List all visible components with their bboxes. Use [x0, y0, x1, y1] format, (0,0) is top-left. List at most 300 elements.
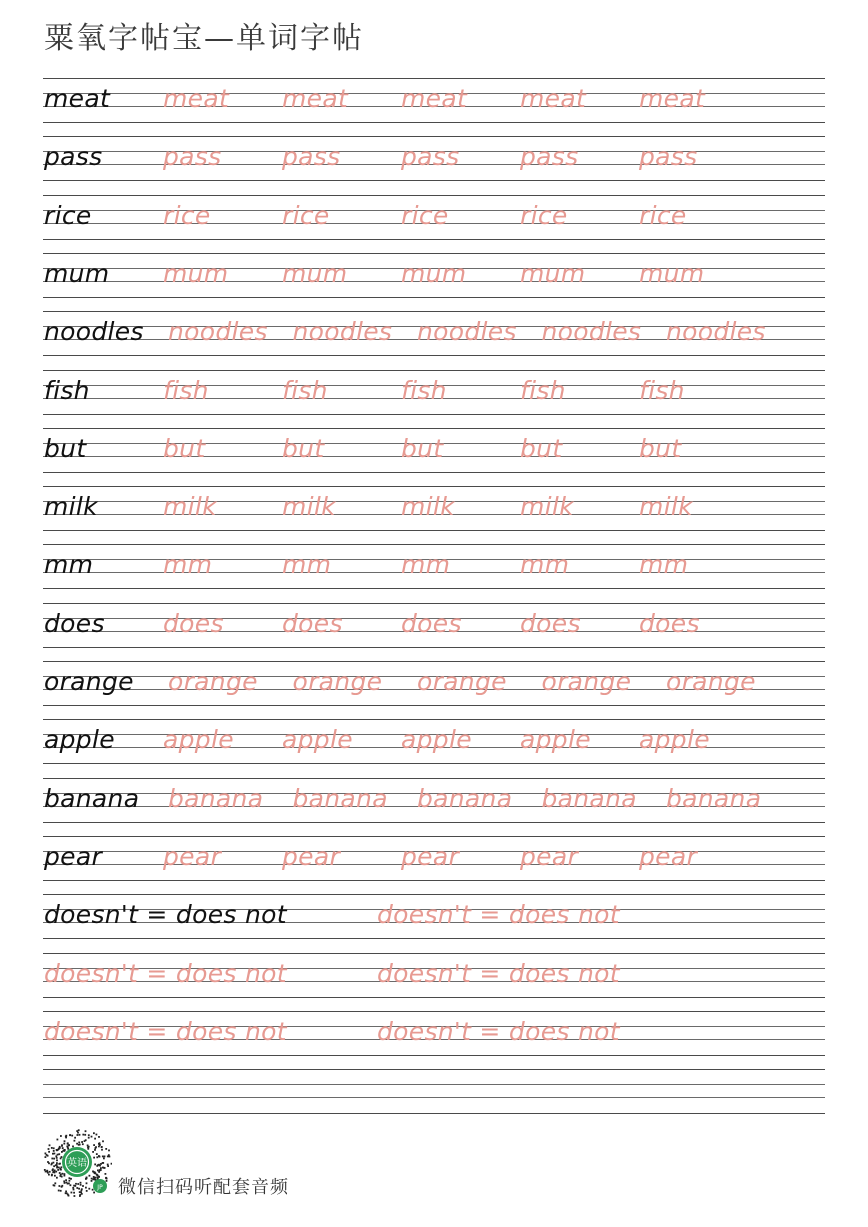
qr-dot	[81, 1190, 83, 1192]
qr-dot	[73, 1192, 75, 1194]
ruled-line	[43, 239, 825, 240]
qr-dot	[102, 1162, 104, 1164]
practice-row	[0, 78, 868, 136]
trace-word: banana	[292, 783, 388, 813]
qr-dot	[86, 1190, 88, 1192]
model-word: banana	[44, 783, 140, 813]
practice-row	[0, 195, 868, 253]
qr-dot	[74, 1195, 76, 1197]
model-word: noodles	[44, 317, 144, 347]
ruled-line	[43, 195, 825, 196]
trace-word: doesn't = does not	[377, 900, 620, 930]
qr-dot	[56, 1162, 58, 1164]
qr-dot	[81, 1141, 83, 1143]
qr-dot	[93, 1132, 95, 1134]
practice-row	[0, 1069, 868, 1127]
qr-dot	[53, 1147, 55, 1149]
qr-dot	[61, 1151, 63, 1153]
qr-dot	[62, 1147, 64, 1149]
model-word: mum	[44, 258, 110, 288]
trace-word: apple	[401, 725, 472, 755]
trace-word: pear	[401, 841, 460, 871]
qr-dot	[63, 1143, 65, 1145]
trace-word: does	[282, 608, 343, 638]
qr-dot	[65, 1179, 67, 1181]
qr-dot	[72, 1187, 74, 1189]
qr-dot	[89, 1175, 91, 1177]
ruled-line	[43, 136, 825, 137]
qr-dot	[48, 1174, 50, 1176]
trace-word: noodles	[168, 317, 268, 347]
trace-word: pass	[282, 142, 341, 172]
qr-dot	[85, 1130, 87, 1132]
trace-word: rice	[282, 200, 330, 230]
trace-word: does	[520, 608, 581, 638]
qr-dot	[100, 1167, 102, 1169]
trace-word: mum	[282, 258, 348, 288]
trace-word: doesn't = does not	[377, 958, 620, 988]
trace-word: mm	[520, 550, 570, 580]
ruled-line	[43, 880, 825, 881]
trace-word: apple	[639, 725, 710, 755]
trace-word: milk	[401, 492, 455, 522]
qr-dot	[57, 1169, 59, 1171]
trace-word: but	[639, 433, 682, 463]
qr-dot	[51, 1164, 53, 1166]
qr-dot	[78, 1142, 80, 1144]
model-word: does	[44, 608, 105, 638]
qr-dot	[99, 1165, 101, 1167]
qr-dot	[91, 1136, 93, 1138]
trace-word: mum	[163, 258, 229, 288]
qr-dot	[103, 1158, 105, 1160]
qr-dot	[104, 1156, 106, 1158]
qr-dot	[78, 1188, 80, 1190]
qr-dot	[81, 1193, 83, 1195]
ruled-line	[43, 355, 825, 356]
qr-dot	[108, 1150, 110, 1152]
qr-dot	[101, 1149, 103, 1151]
ruled-line	[43, 997, 825, 998]
qr-dot	[88, 1134, 90, 1136]
model-word: meat	[44, 84, 111, 113]
qr-dot	[56, 1159, 58, 1161]
qr-dot	[69, 1177, 71, 1179]
trace-word: doesn't = does not	[44, 1016, 287, 1046]
qr-dot	[82, 1134, 84, 1136]
trace-word: fish	[163, 375, 209, 405]
ruled-line	[43, 311, 825, 312]
trace-word: milk	[520, 492, 574, 522]
qr-dot	[62, 1173, 64, 1175]
qr-dot	[68, 1145, 70, 1147]
qr-code	[42, 1127, 112, 1197]
qr-dot	[73, 1189, 75, 1191]
qr-dot	[53, 1171, 55, 1173]
trace-word: mum	[401, 258, 467, 288]
practice-row	[0, 719, 868, 777]
practice-row	[0, 836, 868, 894]
trace-word: noodles	[292, 317, 393, 347]
qr-dot	[61, 1145, 63, 1147]
qr-dot	[71, 1135, 73, 1137]
qr-corner-text: JP	[97, 1184, 103, 1191]
qr-dot	[64, 1140, 66, 1142]
ruled-line	[43, 1097, 825, 1098]
model-word: pass	[44, 142, 103, 172]
ruled-line	[43, 428, 825, 429]
model-word: but	[44, 433, 87, 463]
qr-dot	[86, 1182, 88, 1184]
ruled-line	[43, 1069, 825, 1070]
qr-dot	[101, 1146, 103, 1148]
qr-dot	[67, 1183, 69, 1185]
trace-word: apple	[520, 725, 591, 755]
qr-dot	[77, 1134, 79, 1136]
ruled-line	[43, 1055, 825, 1056]
trace-word: banana	[417, 783, 513, 813]
ruled-line	[43, 486, 825, 487]
ruled-line	[43, 822, 825, 823]
qr-dot	[88, 1137, 90, 1139]
ruled-line	[43, 719, 825, 720]
ruled-line	[43, 836, 825, 837]
trace-word: meat	[282, 84, 349, 113]
ruled-line	[43, 78, 825, 79]
trace-word: orange	[168, 667, 258, 696]
qr-dot	[93, 1157, 95, 1159]
qr-dot	[70, 1178, 72, 1180]
qr-dot	[99, 1142, 101, 1144]
trace-word: mm	[401, 550, 451, 580]
trace-word: mm	[639, 550, 689, 580]
trace-word: pear	[639, 841, 698, 871]
model-word: orange	[44, 667, 134, 696]
qr-dot	[94, 1164, 96, 1166]
trace-word: milk	[639, 492, 693, 522]
qr-dot	[71, 1192, 73, 1194]
qr-dot	[56, 1177, 58, 1179]
qr-dot	[57, 1149, 59, 1151]
qr-dot	[54, 1153, 56, 1155]
practice-row	[0, 778, 868, 836]
ruled-line	[43, 544, 825, 545]
qr-dot	[65, 1137, 67, 1139]
qr-dot	[63, 1180, 65, 1182]
qr-dot	[98, 1146, 100, 1148]
qr-dot	[105, 1173, 107, 1175]
qr-dot	[51, 1158, 53, 1160]
trace-word: does	[639, 608, 700, 638]
ruled-line	[43, 603, 825, 604]
model-word: doesn't = does not	[44, 900, 287, 930]
qr-dot	[67, 1143, 69, 1145]
qr-dot	[92, 1151, 94, 1153]
qr-dot	[64, 1149, 66, 1151]
qr-dot	[45, 1171, 47, 1173]
ruled-line	[43, 588, 825, 589]
qr-dot	[96, 1176, 98, 1178]
qr-dot	[96, 1156, 98, 1158]
qr-dot	[59, 1185, 61, 1187]
ruled-line	[43, 1011, 825, 1012]
ruled-line	[43, 180, 825, 181]
trace-word: meat	[401, 84, 468, 113]
qr-dot	[107, 1165, 109, 1167]
qr-dot	[79, 1194, 81, 1196]
trace-word: milk	[282, 492, 336, 522]
qr-dot	[102, 1140, 104, 1142]
trace-word: pass	[401, 142, 460, 172]
qr-dot	[96, 1153, 98, 1155]
trace-word: orange	[292, 667, 383, 696]
qr-dot	[77, 1132, 79, 1134]
ruled-line	[43, 953, 825, 954]
qr-dot	[94, 1149, 96, 1151]
practice-row	[0, 428, 868, 486]
trace-word: fish	[282, 375, 328, 405]
qr-dot	[92, 1189, 94, 1191]
qr-dot	[76, 1187, 78, 1189]
trace-word: rice	[401, 200, 449, 230]
trace-word: doesn't = does not	[377, 1016, 620, 1046]
qr-dot	[74, 1137, 76, 1139]
model-word: fish	[44, 375, 90, 405]
qr-dot	[80, 1184, 82, 1186]
practice-row	[0, 486, 868, 544]
ruled-line	[43, 763, 825, 764]
qr-dot	[94, 1138, 96, 1140]
qr-dot	[82, 1185, 84, 1187]
trace-word: fish	[639, 375, 685, 405]
trace-word: rice	[520, 200, 568, 230]
qr-dot	[49, 1144, 51, 1146]
qr-dot	[102, 1156, 104, 1158]
practice-row	[0, 894, 868, 952]
ruled-line	[43, 647, 825, 648]
practice-row	[0, 544, 868, 602]
trace-word: rice	[163, 200, 211, 230]
ruled-line	[43, 894, 825, 895]
trace-word: pass	[520, 142, 579, 172]
qr-dot	[45, 1156, 47, 1158]
qr-dot	[57, 1139, 59, 1141]
qr-dot	[104, 1167, 106, 1169]
trace-word: does	[163, 608, 224, 638]
trace-word: doesn't = does not	[44, 958, 287, 988]
model-word: milk	[44, 492, 98, 522]
trace-word: does	[401, 608, 462, 638]
qr-dot	[56, 1157, 58, 1159]
qr-dot	[98, 1171, 100, 1173]
ruled-line	[43, 705, 825, 706]
qr-dot	[79, 1134, 81, 1136]
practice-row	[0, 953, 868, 1011]
qr-dot	[60, 1190, 62, 1192]
qr-dot	[108, 1154, 110, 1156]
qr-dot	[93, 1192, 95, 1194]
qr-dot	[51, 1147, 53, 1149]
qr-dot	[74, 1140, 76, 1142]
qr-dot	[102, 1167, 104, 1169]
trace-word: orange	[541, 667, 632, 696]
ruled-line	[43, 938, 825, 939]
qr-dot	[91, 1180, 93, 1182]
qr-dot	[53, 1158, 55, 1160]
trace-word: mm	[163, 550, 213, 580]
trace-word: meat	[639, 84, 706, 113]
qr-dot	[52, 1169, 54, 1171]
practice-row	[0, 311, 868, 369]
qr-dot	[49, 1171, 51, 1173]
trace-word: fish	[401, 375, 447, 405]
trace-word: noodles	[666, 317, 766, 347]
qr-dot	[69, 1134, 71, 1136]
trace-word: orange	[666, 667, 756, 696]
qr-dot	[56, 1166, 58, 1168]
qr-dot	[54, 1175, 56, 1177]
trace-word: pass	[639, 142, 698, 172]
trace-word: noodles	[417, 317, 517, 347]
qr-dot	[92, 1171, 94, 1173]
trace-word: fish	[520, 375, 566, 405]
trace-word: but	[282, 433, 325, 463]
qr-dot	[53, 1165, 55, 1167]
qr-dot	[99, 1156, 101, 1158]
qr-dot	[91, 1178, 93, 1180]
ruled-line	[43, 1113, 825, 1114]
page-title: 粟氧字帖宝—单词字帖	[44, 21, 364, 56]
qr-dot	[78, 1129, 80, 1131]
qr-dot	[65, 1135, 67, 1137]
qr-dot	[46, 1171, 48, 1173]
qr-dot	[85, 1178, 87, 1180]
trace-word: apple	[282, 725, 353, 755]
trace-word: banana	[541, 783, 637, 813]
practice-row	[0, 370, 868, 428]
practice-row	[0, 661, 868, 719]
qr-dot	[47, 1155, 49, 1157]
qr-badge-text: 英语	[67, 1158, 87, 1169]
qr-dot	[96, 1134, 98, 1136]
trace-word: but	[401, 433, 444, 463]
qr-dot	[80, 1182, 82, 1184]
qr-dot	[111, 1163, 112, 1165]
qr-dot	[98, 1136, 100, 1138]
qr-dot	[58, 1190, 60, 1192]
trace-word: pear	[282, 841, 341, 871]
qr-dot	[58, 1148, 60, 1150]
ruled-line	[43, 253, 825, 254]
qr-dot	[105, 1148, 107, 1150]
ruled-line	[43, 370, 825, 371]
ruled-line	[43, 122, 825, 123]
qr-dot	[57, 1154, 59, 1156]
model-word: pear	[44, 841, 103, 871]
qr-dot	[55, 1155, 57, 1157]
practice-row	[0, 136, 868, 194]
ruled-line	[43, 661, 825, 662]
trace-word: apple	[163, 725, 234, 755]
qr-dot	[75, 1183, 77, 1185]
trace-word: milk	[163, 492, 217, 522]
qr-dot	[93, 1144, 95, 1146]
qr-dot	[61, 1156, 63, 1158]
qr-dot	[48, 1162, 50, 1164]
qr-dot	[100, 1163, 102, 1165]
trace-word: but	[520, 433, 563, 463]
qr-dot	[82, 1143, 84, 1145]
qr-dot	[95, 1146, 97, 1148]
practice-row	[0, 253, 868, 311]
qr-dot	[70, 1184, 72, 1186]
trace-word: banana	[666, 783, 762, 813]
qr-dot	[51, 1174, 53, 1176]
ruled-line	[43, 414, 825, 415]
trace-word: pear	[163, 841, 222, 871]
qr-dot	[59, 1172, 61, 1174]
qr-dot	[59, 1163, 61, 1165]
qr-dot	[58, 1153, 60, 1155]
qr-dot	[77, 1183, 79, 1185]
trace-word: pass	[163, 142, 222, 172]
qr-dot	[78, 1144, 80, 1146]
ruled-line	[43, 530, 825, 531]
qr-dot	[48, 1148, 50, 1150]
qr-dot	[87, 1148, 89, 1150]
qr-dot	[53, 1184, 55, 1186]
qr-dot	[67, 1147, 69, 1149]
trace-word: mum	[639, 258, 705, 288]
trace-word: meat	[163, 84, 230, 113]
ruled-line	[43, 1084, 825, 1085]
trace-word: mum	[520, 258, 586, 288]
qr-dot	[107, 1164, 109, 1166]
qr-dot	[56, 1164, 58, 1166]
qr-dot	[53, 1150, 55, 1152]
qr-dot	[59, 1168, 61, 1170]
qr-dot	[85, 1139, 87, 1141]
qr-dot	[54, 1182, 56, 1184]
model-word: mm	[44, 550, 94, 580]
trace-word: meat	[520, 84, 587, 113]
model-word: rice	[44, 200, 92, 230]
trace-word: orange	[417, 667, 507, 696]
qr-dot	[53, 1162, 55, 1164]
qr-dot	[84, 1134, 86, 1136]
qr-dot	[85, 1187, 87, 1189]
trace-word: rice	[639, 200, 687, 230]
model-word: apple	[44, 725, 115, 755]
qr-dot	[61, 1185, 63, 1187]
qr-dot	[88, 1146, 90, 1148]
qr-dot	[96, 1165, 98, 1167]
qr-dot	[100, 1169, 102, 1171]
qr-dot	[72, 1146, 74, 1148]
qr-dot	[106, 1180, 108, 1182]
trace-word: mm	[282, 550, 332, 580]
trace-word: but	[163, 433, 206, 463]
qr-dot	[88, 1188, 90, 1190]
ruled-line	[43, 472, 825, 473]
qr-dot	[64, 1182, 66, 1184]
trace-word: pear	[520, 841, 579, 871]
qr-dot	[60, 1135, 62, 1137]
qr-dot	[74, 1185, 76, 1187]
qr-dot	[65, 1191, 67, 1193]
qr-dot	[76, 1143, 78, 1145]
practice-row	[0, 1011, 868, 1069]
